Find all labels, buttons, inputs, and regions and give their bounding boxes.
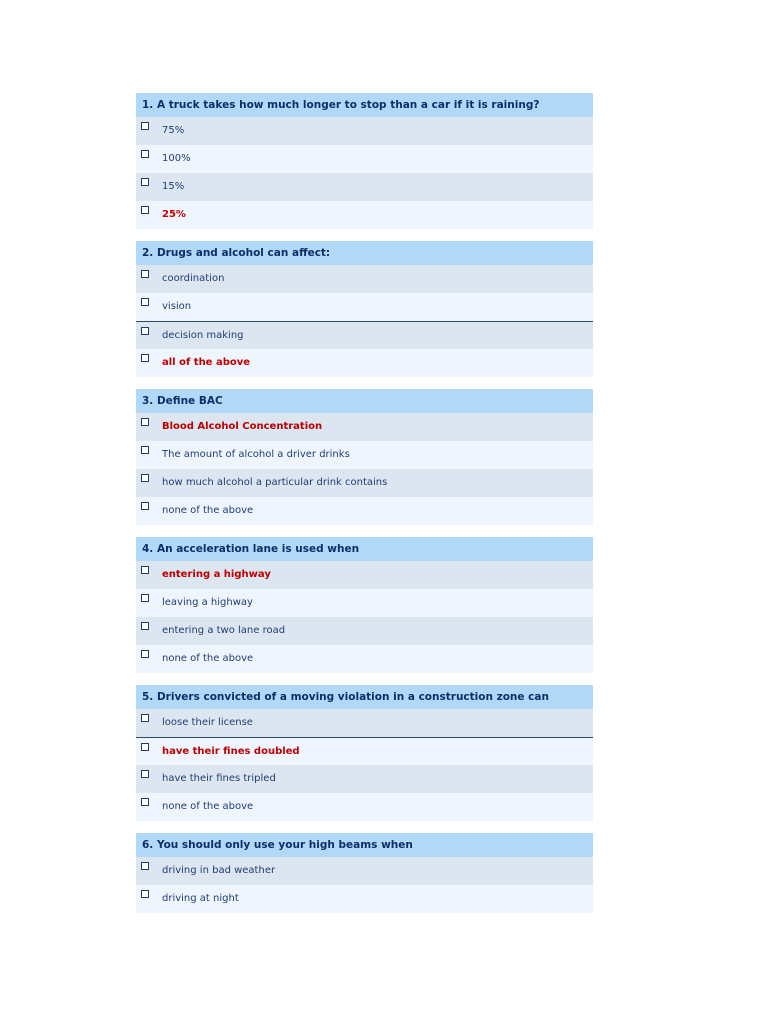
checkbox-icon[interactable] xyxy=(141,566,149,574)
checkbox-icon[interactable] xyxy=(141,743,149,751)
question-block xyxy=(136,389,593,525)
checkbox-icon[interactable] xyxy=(141,474,149,482)
checkbox-icon[interactable] xyxy=(141,502,149,510)
question-title: 5. Drivers convicted of a moving violation in a construction zone can xyxy=(136,685,593,709)
answer-label: The amount of alcohol a driver drinks xyxy=(162,449,350,460)
answer-option[interactable] xyxy=(136,321,593,349)
answer-label: none of the above xyxy=(162,801,254,812)
checkbox-icon[interactable] xyxy=(141,594,149,602)
answer-label: 75% xyxy=(162,125,185,136)
checkbox-icon[interactable] xyxy=(141,714,149,722)
question-block xyxy=(136,93,593,229)
checkbox-icon[interactable] xyxy=(141,446,149,454)
checkbox-icon[interactable] xyxy=(141,298,149,306)
answer-label: entering a highway xyxy=(162,569,271,580)
checkbox-icon[interactable] xyxy=(141,862,149,870)
answer-option-correct[interactable] xyxy=(136,561,593,589)
checkbox-icon[interactable] xyxy=(141,354,149,362)
answer-label: have their fines tripled xyxy=(162,773,276,784)
checkbox-icon[interactable] xyxy=(141,890,149,898)
checkbox-icon[interactable] xyxy=(141,418,149,426)
checkbox-icon[interactable] xyxy=(141,622,149,630)
answer-option[interactable] xyxy=(136,645,593,673)
answer-option[interactable] xyxy=(136,145,593,173)
answer-label: loose their license xyxy=(162,717,253,728)
question-block xyxy=(136,537,593,673)
answer-option[interactable] xyxy=(136,589,593,617)
answer-label: driving in bad weather xyxy=(162,865,276,876)
answer-label: all of the above xyxy=(162,357,251,368)
answer-label: 100% xyxy=(162,153,191,164)
checkbox-icon[interactable] xyxy=(141,770,149,778)
question-title: 1. A truck takes how much longer to stop than a car if it is raining? xyxy=(136,93,593,117)
answer-label: decision making xyxy=(162,330,244,341)
answer-option[interactable] xyxy=(136,793,593,821)
answer-label: coordination xyxy=(162,273,225,284)
answer-label: 25% xyxy=(162,209,186,220)
checkbox-icon[interactable] xyxy=(141,206,149,214)
question-title: 4. An acceleration lane is used when xyxy=(136,537,593,561)
checkbox-icon[interactable] xyxy=(141,270,149,278)
answer-label: 15% xyxy=(162,181,185,192)
answer-option[interactable] xyxy=(136,885,593,913)
answer-label: Blood Alcohol Concentration xyxy=(162,421,323,432)
answer-label: entering a two lane road xyxy=(162,625,286,636)
answer-label: have their fines doubled xyxy=(162,746,300,757)
answer-option-correct[interactable] xyxy=(136,737,593,765)
answer-option-correct[interactable] xyxy=(136,349,593,377)
answer-option[interactable] xyxy=(136,265,593,293)
answer-label: none of the above xyxy=(162,653,254,664)
checkbox-icon[interactable] xyxy=(141,178,149,186)
checkbox-icon[interactable] xyxy=(141,150,149,158)
answer-option[interactable] xyxy=(136,441,593,469)
answer-option[interactable] xyxy=(136,765,593,793)
answer-label: how much alcohol a particular drink contains xyxy=(162,477,388,488)
answer-option-correct[interactable] xyxy=(136,413,593,441)
checkbox-icon[interactable] xyxy=(141,798,149,806)
answer-option[interactable] xyxy=(136,293,593,321)
question-block xyxy=(136,685,593,821)
answer-option-correct[interactable] xyxy=(136,201,593,229)
answer-option[interactable] xyxy=(136,469,593,497)
question-block xyxy=(136,241,593,377)
answer-label: none of the above xyxy=(162,505,254,516)
question-title: 3. Define BAC xyxy=(136,389,593,413)
answer-option[interactable] xyxy=(136,173,593,201)
checkbox-icon[interactable] xyxy=(141,122,149,130)
answer-option[interactable] xyxy=(136,497,593,525)
question-block xyxy=(136,833,593,913)
question-title: 6. You should only use your high beams when xyxy=(136,833,593,857)
checkbox-icon[interactable] xyxy=(141,650,149,658)
answer-option[interactable] xyxy=(136,709,593,737)
answer-option[interactable] xyxy=(136,857,593,885)
question-title: 2. Drugs and alcohol can affect: xyxy=(136,241,593,265)
answer-label: leaving a highway xyxy=(162,597,253,608)
quiz-list xyxy=(136,93,593,925)
answer-option[interactable] xyxy=(136,617,593,645)
answer-label: driving at night xyxy=(162,893,239,904)
checkbox-icon[interactable] xyxy=(141,327,149,335)
answer-label: vision xyxy=(162,301,192,312)
answer-option[interactable] xyxy=(136,117,593,145)
